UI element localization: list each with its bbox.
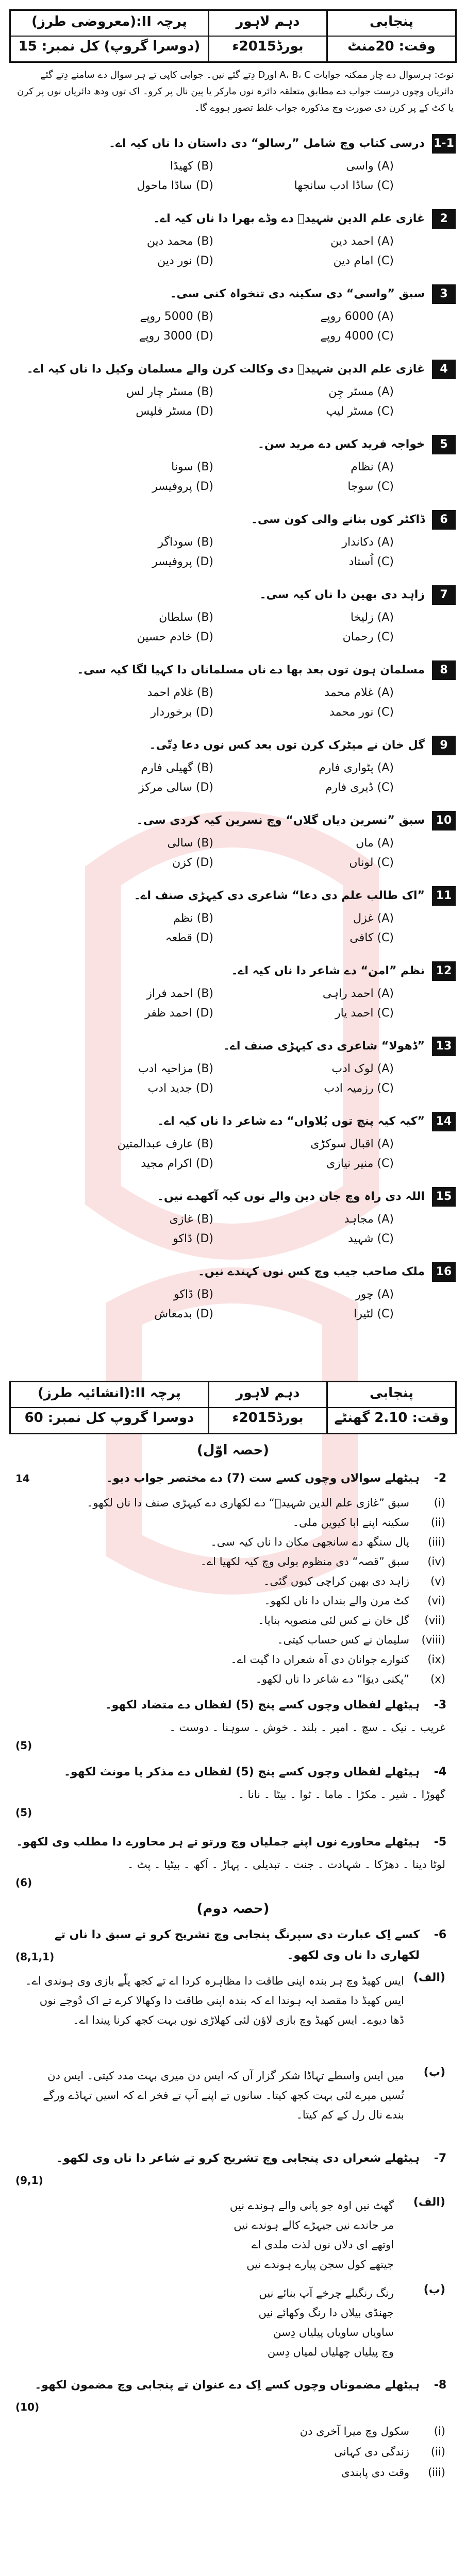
question-3 bbox=[10, 1695, 456, 1716]
time-label: وقت: 2.10 گھنٹے bbox=[334, 1410, 449, 1426]
question-number: 4- bbox=[434, 1766, 447, 1778]
option-d: (D) کزن bbox=[172, 856, 213, 869]
mcq-question bbox=[10, 284, 456, 305]
option-row bbox=[10, 608, 456, 628]
paragraph-a: ایس کھیڈ وچ ہر بندہ اپنی طاقت دا مظاہرہ کردا اے تے کجھ پلّے بازی وی ہوندی اے۔ ایس کھیڈ دا مقصد ایہ ہوندا اے کہ بندہ اپنی طاقت دا وکھالا کرے تے اک دُوجے نوں ڈھا دیوے۔ ایس کھیڈ وچ بازی لاؤن لئی کھلاڑی نوں بہت کجھ کرنا پیندا اے۔ bbox=[25, 1975, 404, 2026]
question-number: 1-1 bbox=[432, 134, 456, 154]
option-d: (D) ڈاکو bbox=[173, 1232, 213, 1245]
item-text: سبق ”قصہ“ دی منظوم بولی وچ کیہ لکھیا اے۔ bbox=[200, 1555, 409, 1568]
question-text: غازی علم الدین شہیدؒ دی وکالت کرن والے مسلمان وکیل دا ناں کیہ اے۔ bbox=[26, 363, 425, 376]
option-row bbox=[10, 758, 456, 778]
question-marks: (10) bbox=[15, 2401, 40, 2413]
option-b: (B) غازی bbox=[169, 1213, 213, 1226]
item-text: پال سنگھ دے سانجھی مکان دا ناں کیہ سی۔ bbox=[210, 1536, 409, 1548]
question-number: 6- bbox=[434, 1928, 447, 1941]
mcq-question bbox=[10, 510, 456, 531]
question-text: نظم ”امن“ دے شاعر دا ناں کیہ اے۔ bbox=[231, 964, 425, 977]
question-number: 6 bbox=[432, 510, 456, 530]
option-row bbox=[10, 251, 456, 271]
option-d: (D) 3000 روپے bbox=[139, 330, 213, 343]
question-number: 2- bbox=[434, 1472, 447, 1485]
mcq-question bbox=[10, 886, 456, 907]
question-text: کسے اِک عبارت دی سپرنگ پنجابی وچ تشریح کرو تے سبق دا ناں تے لکھاری دا ناں وی لکھو۔ bbox=[54, 1928, 420, 1962]
option-row bbox=[10, 1210, 456, 1229]
section-title-first: (حصہ اوّل) bbox=[196, 1443, 270, 1458]
list-item bbox=[10, 1630, 456, 1650]
option-c: (C) اُستاد bbox=[348, 555, 394, 568]
option-c: (C) منیر نیازی bbox=[326, 1157, 394, 1170]
paragraph-b-label: (ب) bbox=[423, 2066, 445, 2079]
option-d: (D) پروفیسر bbox=[152, 480, 213, 493]
option-d: (D) بدمعاش bbox=[154, 1308, 213, 1320]
option-c: (C) احمد یار bbox=[335, 1007, 394, 1020]
option-c: (C) 4000 روپے bbox=[320, 330, 394, 343]
option-a: (A) دکاندار bbox=[342, 536, 394, 549]
list-item bbox=[10, 2442, 456, 2462]
question-text: ”ڈھولا“ شاعری دی کیہڑی صنف اے۔ bbox=[223, 1040, 425, 1053]
poem-line: جیتھے کول سجن پیارے ہوندے نیں bbox=[246, 2258, 394, 2270]
item-roman-number: (iii) bbox=[428, 1536, 445, 1548]
option-d: (D) خادم حسین bbox=[137, 631, 213, 643]
option-row bbox=[10, 232, 456, 251]
part2-header bbox=[9, 1381, 457, 1434]
option-c: (C) نور محمد bbox=[329, 706, 394, 719]
option-row bbox=[10, 477, 456, 497]
mcq-question bbox=[10, 134, 456, 155]
option-b: (B) مزاحیہ ادب bbox=[138, 1062, 213, 1075]
question-text: درسی کتاب وچ شامل ”رسالو“ دی داستان دا ناں کیہ اے۔ bbox=[109, 137, 425, 150]
option-b: (B) احمد فراز bbox=[146, 987, 213, 1000]
option-b: (B) سوداگر bbox=[158, 536, 213, 549]
question-number: 9 bbox=[432, 736, 456, 755]
option-row bbox=[10, 176, 456, 196]
option-a: (A) پٹواری فارم bbox=[319, 761, 394, 774]
question-number: 3- bbox=[434, 1699, 447, 1711]
option-a: (A) غزل bbox=[353, 912, 394, 925]
option-d: (D) سالی مرکز bbox=[139, 781, 213, 794]
option-c: (C) مسٹر لیپ bbox=[326, 405, 394, 418]
option-d: (D) برخوردار bbox=[151, 706, 213, 719]
item-roman-number: (vi) bbox=[427, 1595, 445, 1607]
mcq-question bbox=[10, 961, 456, 982]
option-b: (B) کھیڈا bbox=[170, 160, 213, 173]
option-row bbox=[10, 1079, 456, 1098]
question-text: اللہ دی راہ وچ جان دین والے نوں کیہ آکھدے نیں۔ bbox=[157, 1190, 425, 1203]
item-text: زاہد دی بھین کراچی کیوں گئی۔ bbox=[263, 1575, 409, 1587]
option-row bbox=[10, 1059, 456, 1079]
option-a: (A) احمد دین bbox=[330, 235, 394, 248]
option-a: (A) لوک ادب bbox=[331, 1062, 394, 1075]
mcq-question bbox=[10, 1112, 456, 1132]
option-b: (B) 5000 روپے bbox=[140, 310, 213, 323]
item-text: زندگی دی کہانی bbox=[334, 2446, 409, 2458]
paper-title: پرچہ II:(معروضی طرز) bbox=[31, 14, 187, 29]
option-b: (B) سالی bbox=[167, 837, 213, 850]
option-c: (C) سوجا bbox=[347, 480, 394, 493]
option-row bbox=[10, 457, 456, 477]
poem-line: ساویاں ساویاں پیلیاں دِسن bbox=[273, 2326, 394, 2338]
question-number: 10 bbox=[432, 811, 456, 831]
item-roman-number: (viii) bbox=[421, 1634, 445, 1646]
option-b: (B) سونا bbox=[171, 461, 213, 473]
option-a: (A) چور bbox=[355, 1288, 394, 1301]
question-text: ڈاکٹر کوں بنانے والی کون سی۔ bbox=[251, 513, 425, 526]
list-item bbox=[10, 1591, 456, 1611]
item-text: ”پکنی دیوَا“ دے شاعر دا ناں لکھو۔ bbox=[255, 1673, 409, 1685]
question-text: ہیٹھلے محاورے نوں اپنے جملیاں وچ ورتو تے ہر محاورے دا مطلب وی لکھو۔ bbox=[16, 1836, 420, 1849]
question-4 bbox=[10, 1762, 456, 1783]
question-number: 7- bbox=[434, 2152, 447, 2165]
poem-a-label: (الف) bbox=[413, 2196, 445, 2209]
option-row bbox=[10, 157, 456, 176]
option-row bbox=[10, 382, 456, 402]
question-text: ہیٹھلے مضموناں وچوں کسے اِک دے عنوان تے پنجابی وچ مضمون لکھو۔ bbox=[35, 2379, 420, 2392]
option-a: (A) احمد راہی bbox=[322, 987, 394, 1000]
poem-b bbox=[74, 2283, 394, 2362]
class-board-label: دہم لاہور bbox=[236, 1385, 300, 1401]
mcq-question bbox=[10, 585, 456, 606]
question-text: ہیٹھلے شعراں دی پنجابی وچ تشریح کرو تے شاعر دا ناں وی لکھو۔ bbox=[56, 2152, 420, 2165]
option-row bbox=[10, 1304, 456, 1324]
item-text: گل خان نے کس لئی منصوبہ بنایا۔ bbox=[258, 1614, 409, 1626]
list-item bbox=[10, 1513, 456, 1532]
word-list: گھوڑا ۔ شیر ۔ مکڑا ۔ ماما ۔ ٹوا ۔ بیٹا ۔ نانا ۔ bbox=[238, 1788, 445, 1801]
option-a: (A) واسی bbox=[346, 160, 394, 173]
option-c: (C) شہید bbox=[347, 1232, 394, 1245]
poem-line: گھٹ نیں اوہ جو پانی والے ہوندے نیں bbox=[229, 2199, 394, 2212]
option-d: (D) جدید ادب bbox=[147, 1082, 213, 1095]
question-number: 14 bbox=[432, 1112, 456, 1131]
question-8 bbox=[10, 2375, 456, 2396]
item-text: کٹ مرن والے بنداں دا ناں لکھو۔ bbox=[264, 1595, 409, 1607]
option-c: (C) لٹیرا bbox=[354, 1308, 394, 1320]
option-d: (D) قطعہ bbox=[165, 931, 213, 944]
instruction-note: نوٹ: ہرسوال دے چار ممکنہ جوابات A، B، C اورD دِتے گئے نیں۔ جوابی کاپی تے ہر سوال دے سامنے دِتے گئے دائریاں وچوں درست جواب دے مطابق متعلقہ دائرہ نوں مارکر یا پین نال پر کرو۔ اک توں ودھ دائریاں نوں پر کرن یا کٹ کے پر کرن دی صورت وچ مذکورہ جواب غلط تصور ہووے گا۔ bbox=[17, 70, 454, 113]
question-number: 5- bbox=[434, 1836, 447, 1849]
option-b: (B) ڈاکو bbox=[173, 1288, 213, 1301]
option-row bbox=[10, 1004, 456, 1023]
option-a: (A) مجاہد bbox=[344, 1213, 394, 1226]
question-text: سبق ”نسرین دیاں گلاں“ وچ نسرین کیہ کردی سی۔ bbox=[136, 814, 425, 827]
option-d: (D) احمد ظفر bbox=[145, 1007, 213, 1020]
mcq-question bbox=[10, 811, 456, 832]
mcq-question bbox=[10, 1262, 456, 1283]
option-row bbox=[10, 928, 456, 948]
item-roman-number: (v) bbox=[430, 1575, 445, 1587]
item-text: سبق ”غازی علم الدین شہیدؒ“ دے لکھاری دے کیہڑی صنف دا ناں لکھو۔ bbox=[87, 1497, 409, 1509]
mcq-question bbox=[10, 209, 456, 230]
question-text: گل خان نے میٹرک کرن توں بعد کس نوں دعا دِتّی۔ bbox=[149, 739, 425, 752]
list-item bbox=[10, 1571, 456, 1591]
question-marks: (8,1,1) bbox=[15, 1951, 55, 1963]
option-d: (D) اکرام مجید bbox=[141, 1157, 213, 1170]
time-label: وقت: 20منٹ bbox=[347, 39, 436, 54]
section-title-second: (حصہ دوم) bbox=[196, 1901, 270, 1917]
option-d: (D) ساڈا ماحول bbox=[137, 179, 213, 192]
option-row bbox=[10, 628, 456, 647]
question-2 bbox=[10, 1468, 456, 1489]
question-marks: 14 bbox=[15, 1472, 30, 1485]
item-text: سکینہ اپنے ابا کیویں ملی۔ bbox=[292, 1516, 409, 1529]
option-row bbox=[10, 402, 456, 421]
mcq-question bbox=[10, 435, 456, 455]
question-number: 5 bbox=[432, 435, 456, 454]
group-marks-label: (دوسرا گروپ) کل نمبر: 15 bbox=[18, 39, 201, 54]
question-number: 7 bbox=[432, 585, 456, 605]
option-c: (C) رزمیہ ادب bbox=[324, 1082, 394, 1095]
list-item bbox=[10, 1669, 456, 1689]
question-text: مسلمان ہون توں بعد بھا دے ناں مسلماناں دا کہیا لگا کیہ سی۔ bbox=[77, 664, 425, 676]
option-row bbox=[10, 834, 456, 853]
item-text: سکول وچ میرا آخری دن bbox=[299, 2425, 409, 2437]
mcq-question bbox=[10, 360, 456, 380]
item-roman-number: (i) bbox=[434, 1497, 445, 1509]
mcq-question bbox=[10, 660, 456, 681]
option-row bbox=[10, 683, 456, 703]
option-row bbox=[10, 703, 456, 722]
option-row bbox=[10, 1229, 456, 1249]
option-c: (C) لوناں bbox=[349, 856, 394, 869]
option-row bbox=[10, 327, 456, 346]
poem-line: اوتھے ای دلاں نوں لذت ملدی اے bbox=[252, 2239, 394, 2251]
question-number: 15 bbox=[432, 1187, 456, 1207]
word-list: لوٹا دینا ۔ دھڑکا ۔ شہادت ۔ جنت ۔ تبدیلی ۔ پہاڑ ۔ اَکھ ۔ بیٹیا ۔ پٹ ۔ bbox=[127, 1858, 445, 1871]
question-number: 16 bbox=[432, 1262, 456, 1282]
option-a: (A) زلیخا bbox=[350, 611, 394, 624]
item-roman-number: (iii) bbox=[428, 2466, 445, 2479]
question-text: سبق ”واسی“ دی سکینہ دی تنخواہ کنی سی۔ bbox=[170, 287, 425, 300]
option-d: (D) مسٹر فلپس bbox=[136, 405, 213, 418]
question-text: ہیٹھلے لفظاں وچوں کسے پنج (5) لفظاں دے مذکر یا مونث لکھو۔ bbox=[63, 1766, 420, 1778]
question-number: 8 bbox=[432, 660, 456, 680]
question-text: ”کیہ کیہ پنچ توں بُلاواں“ دے شاعر دا ناں کیہ اے۔ bbox=[157, 1115, 425, 1128]
option-row bbox=[10, 1154, 456, 1174]
question-number: 3 bbox=[432, 284, 456, 304]
mcq-question bbox=[10, 736, 456, 756]
option-row bbox=[10, 984, 456, 1004]
paragraph-a-label: (الف) bbox=[413, 1971, 445, 1984]
mcq-question bbox=[10, 1037, 456, 1057]
list-item bbox=[10, 1532, 456, 1552]
poem-line: وچ پیلیاں چھلیاں لمیاں دِسن bbox=[267, 2346, 394, 2358]
option-row bbox=[10, 307, 456, 327]
group-marks-label: دوسرا گروپ کل نمبر: 60 bbox=[24, 1410, 194, 1426]
option-row bbox=[10, 552, 456, 572]
question-text: ”اک طالب علم دی دعا“ شاعری دی کیہڑی صنف اے۔ bbox=[134, 889, 425, 902]
option-a: (A) مسٹر جِن bbox=[328, 385, 394, 398]
option-d: (D) نور دین bbox=[157, 255, 213, 267]
question-marks: (5) bbox=[15, 1739, 32, 1752]
option-b: (B) سلطان bbox=[159, 611, 213, 624]
paper-title: پرچہ II:(انشائیہ طرز) bbox=[38, 1385, 181, 1401]
option-b: (B) عارف عبدالمتین bbox=[117, 1138, 213, 1150]
option-c: (C) امام دین bbox=[333, 255, 394, 267]
question-text: ہیٹھلے لفظاں وچوں کسے پنج (5) لفظاں دے متضاد لکھو۔ bbox=[105, 1699, 420, 1711]
poem-line: جھنڈی بیلاں دا رنگ وکھائے نیں bbox=[258, 2307, 394, 2319]
question-number: 2 bbox=[432, 209, 456, 229]
option-row bbox=[10, 1134, 456, 1154]
paragraph-b: میں ایس واسطے تہاڈا شکر گزار آں کہ ایس دن میری بہت مدد کیتی۔ ایس دن تُسیں میرے لئی بہت کجھ کیتا۔ سانوں تے اپنے آپ تے فخر اے کہ اسیں تہاڈے ورگے بندے نال رل کے کم کیتا۔ bbox=[43, 2070, 404, 2121]
option-c: (C) ڈیری فارم bbox=[325, 781, 394, 794]
word-list: غریب ۔ نیک ۔ سچ ۔ امیر ۔ بلند ۔ خوش ۔ سوہنا ۔ دوست ۔ bbox=[169, 1721, 445, 1734]
list-item bbox=[10, 2463, 456, 2482]
option-a: (A) غلام محمد bbox=[324, 686, 394, 699]
poem-line: مر جاندے نیں جیہڑے کالے ہوندے نیں bbox=[234, 2219, 394, 2231]
question-number: 12 bbox=[432, 961, 456, 981]
option-row bbox=[10, 853, 456, 873]
item-roman-number: (ii) bbox=[430, 1516, 445, 1529]
question-marks: (6) bbox=[15, 1876, 32, 1889]
option-row bbox=[10, 778, 456, 798]
option-row bbox=[10, 909, 456, 928]
item-roman-number: (ix) bbox=[427, 1653, 445, 1666]
option-d: (D) پروفیسر bbox=[152, 555, 213, 568]
class-board-label: دہم لاہور bbox=[236, 14, 300, 29]
list-item bbox=[10, 1611, 456, 1630]
option-a: (A) 6000 روپے bbox=[320, 310, 394, 323]
item-roman-number: (iv) bbox=[427, 1555, 445, 1568]
subject-label: پنجابی bbox=[370, 14, 413, 29]
question-text: غازی علم الدین شہیدؒ دے وڈے بھرا دا ناں کیہ اے۔ bbox=[153, 212, 425, 225]
option-row bbox=[10, 1285, 456, 1304]
question-text: زاہد دی بھین دا ناں کیہ سی۔ bbox=[259, 588, 425, 601]
list-item bbox=[10, 1650, 456, 1669]
option-c: (C) رحمان bbox=[342, 631, 394, 643]
question-text: ہیٹھلے سوالاں وچوں کسے ست (7) دے مختصر جواب دیو۔ bbox=[106, 1472, 420, 1485]
item-text: وقت دی پابندی bbox=[341, 2466, 409, 2479]
option-a: (A) ماں bbox=[356, 837, 394, 850]
question-number: 13 bbox=[432, 1037, 456, 1056]
poem-a bbox=[74, 2196, 394, 2274]
option-a: (A) نظام bbox=[351, 461, 394, 473]
question-marks: (5) bbox=[15, 1806, 32, 1819]
poem-line: رنگ رنگیلے چرخے آپ بنائے نیں bbox=[259, 2287, 394, 2299]
question-number: 8- bbox=[434, 2379, 447, 2392]
mcq-question bbox=[10, 1187, 456, 1208]
poem-b-label: (ب) bbox=[423, 2283, 445, 2296]
option-b: (B) محمد دین bbox=[146, 235, 213, 248]
question-text: ملک صاحب جیب وچ کس نوں کہندے نیں۔ bbox=[198, 1265, 425, 1278]
option-a: (A) اقبال سوکڑی bbox=[310, 1138, 394, 1150]
question-5 bbox=[10, 1832, 456, 1853]
option-b: (B) مسٹر چار لس bbox=[126, 385, 213, 398]
list-item bbox=[10, 1552, 456, 1571]
item-roman-number: (x) bbox=[430, 1673, 445, 1685]
item-text: سلیمان نے کس حساب کیتی۔ bbox=[277, 1634, 409, 1646]
question-number: 4 bbox=[432, 360, 456, 379]
question-text: خواجہ فرید کس دے مرید سن۔ bbox=[258, 438, 425, 451]
subject-label: پنجابی bbox=[370, 1385, 413, 1401]
question-marks: (9,1) bbox=[15, 2174, 43, 2187]
option-c: (C) کافی bbox=[350, 931, 394, 944]
item-roman-number: (i) bbox=[434, 2425, 445, 2437]
option-b: (B) نظم bbox=[173, 912, 213, 925]
option-c: (C) ساڈا ادب سانجھا bbox=[294, 179, 394, 192]
list-item bbox=[10, 2421, 456, 2441]
question-number: 11 bbox=[432, 886, 456, 906]
option-b: (B) گھیلی فارم bbox=[141, 761, 213, 774]
board-year-label: بورڈ2015ء bbox=[232, 1410, 304, 1426]
item-roman-number: (vii) bbox=[424, 1614, 445, 1626]
option-b: (B) غلام احمد bbox=[147, 686, 213, 699]
item-roman-number: (ii) bbox=[430, 2446, 445, 2458]
question-7 bbox=[10, 2148, 456, 2169]
list-item bbox=[10, 1493, 456, 1513]
part1-header bbox=[9, 9, 457, 63]
item-text: کنوارے جوانان دی آہ شعراں دا گیت اے۔ bbox=[230, 1653, 409, 1666]
board-year-label: بورڈ2015ء bbox=[232, 39, 304, 54]
option-row bbox=[10, 533, 456, 552]
